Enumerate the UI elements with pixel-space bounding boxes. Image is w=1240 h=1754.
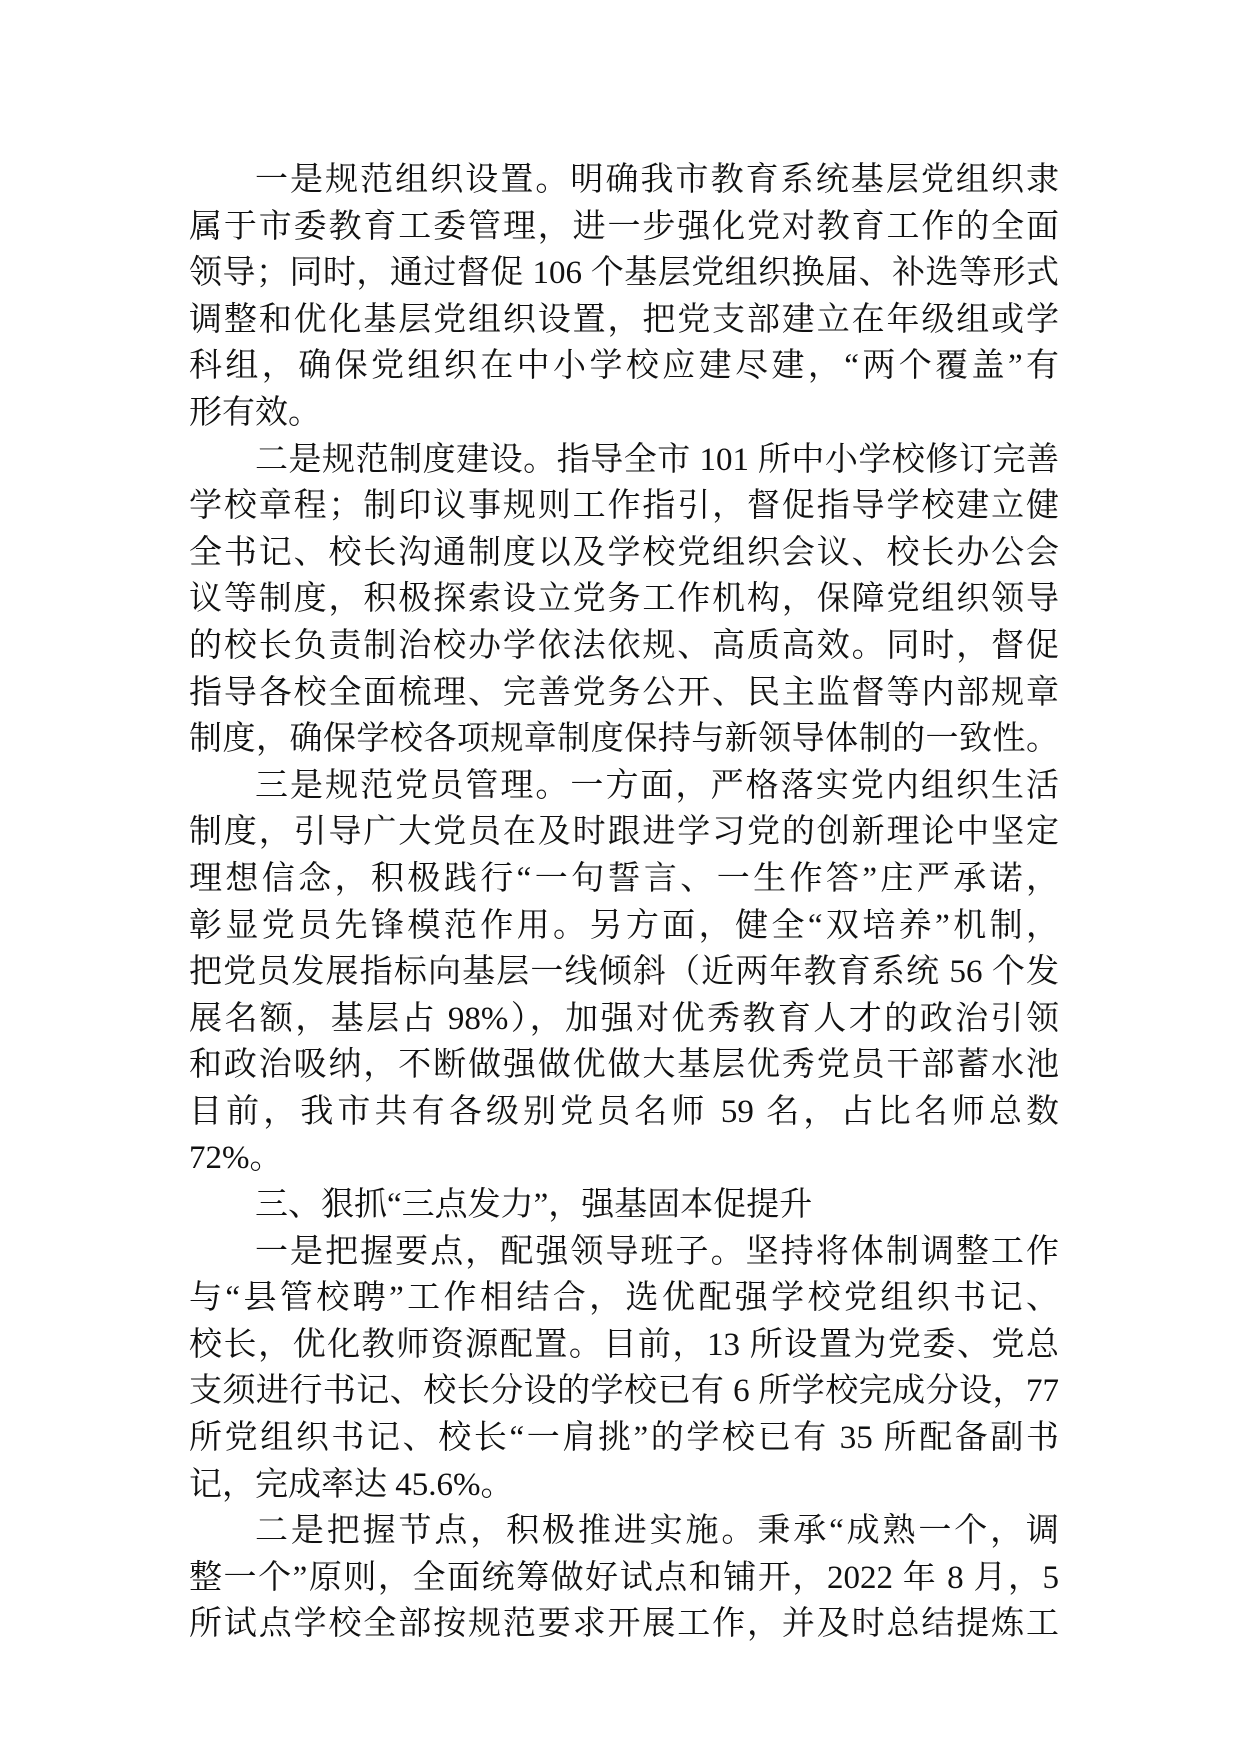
text-line: 科组，确保党组织在中小学校应建尽建，“两个覆盖”有 <box>189 348 1059 385</box>
text-line: 一是规范组织设置。明确我市教育系统基层党组织隶 <box>255 162 1059 198</box>
text-line: 形有效。 <box>189 394 321 431</box>
paragraph <box>189 1508 1059 1648</box>
paragraph <box>189 437 1059 763</box>
text-line: 记，完成率达 45.6%。 <box>189 1466 514 1503</box>
document-body <box>189 157 1059 1648</box>
text-line: 全书记、校长沟通制度以及学校党组织会议、校长办公会 <box>189 534 1059 571</box>
text-line: 所试点学校全部按规范要求开展工作，并及时总结提炼工 <box>189 1606 1059 1643</box>
text-line: 展名额，基层占 98%），加强对优秀教育人才的政治引领 <box>189 1000 1059 1037</box>
section-heading: 三、狠抓“三点发力”，强基固本促提升 <box>255 1187 813 1224</box>
text-line: 制度，确保学校各项规章制度保持与新领导体制的一致性。 <box>189 721 1059 758</box>
text-line: 学校章程；制印议事规则工作指引，督促指导学校建立健 <box>189 488 1059 525</box>
text-line: 二是规范制度建设。指导全市 101 所中小学校修订完善 <box>255 441 1059 478</box>
paragraph <box>189 157 1059 437</box>
text-line: 三是规范党员管理。一方面，严格落实党内组织生活 <box>255 767 1059 804</box>
text-line: 一是把握要点，配强领导班子。坚持将体制调整工作 <box>255 1233 1059 1270</box>
text-line: 的校长负责制治校办学依法依规、高质高效。同时，督促 <box>189 627 1059 664</box>
text-line: 调整和优化基层党组织设置，把党支部建立在年级组或学 <box>189 301 1059 338</box>
text-line: 目前，我市共有各级别党员名师 59 名，占比名师总数 <box>189 1093 1059 1130</box>
paragraph <box>189 1229 1059 1509</box>
text-line: 领导；同时，通过督促 106 个基层党组织换届、补选等形式 <box>189 255 1059 292</box>
text-line: 属于市委教育工委管理，进一步强化党对教育工作的全面 <box>189 208 1059 245</box>
text-line: 理想信念，积极践行“一句誓言、一生作答”庄严承诺， <box>189 860 1059 897</box>
text-line: 校长，优化教师资源配置。目前，13 所设置为党委、党总 <box>189 1326 1059 1363</box>
text-line: 整一个”原则，全面统筹做好试点和铺开，2022 年 8 月，5 <box>189 1559 1059 1596</box>
text-line: 与“县管校聘”工作相结合，选优配强学校党组织书记、 <box>189 1280 1059 1317</box>
text-line: 72%。 <box>189 1140 283 1177</box>
section-heading-block <box>189 1182 1059 1229</box>
text-line: 制度，引导广大党员在及时跟进学习党的创新理论中坚定 <box>189 814 1059 851</box>
text-line: 把党员发展指标向基层一线倾斜（近两年教育系统 56 个发 <box>189 954 1059 991</box>
text-line: 二是把握节点，积极推进实施。秉承“成熟一个，调 <box>255 1513 1059 1550</box>
text-line: 支须进行书记、校长分设的学校已有 6 所学校完成分设，77 <box>189 1373 1059 1410</box>
text-line: 和政治吸纳，不断做强做优做大基层优秀党员干部蓄水池 <box>189 1047 1059 1084</box>
text-line: 彰显党员先锋模范作用。另方面，健全“双培养”机制， <box>189 907 1059 944</box>
text-line: 指导各校全面梳理、完善党务公开、民主监督等内部规章 <box>189 674 1059 711</box>
text-line: 所党组织书记、校长“一肩挑”的学校已有 35 所配备副书 <box>189 1420 1059 1457</box>
text-line: 议等制度，积极探索设立党务工作机构，保障党组织领导 <box>189 581 1059 618</box>
paragraph <box>189 763 1059 1182</box>
